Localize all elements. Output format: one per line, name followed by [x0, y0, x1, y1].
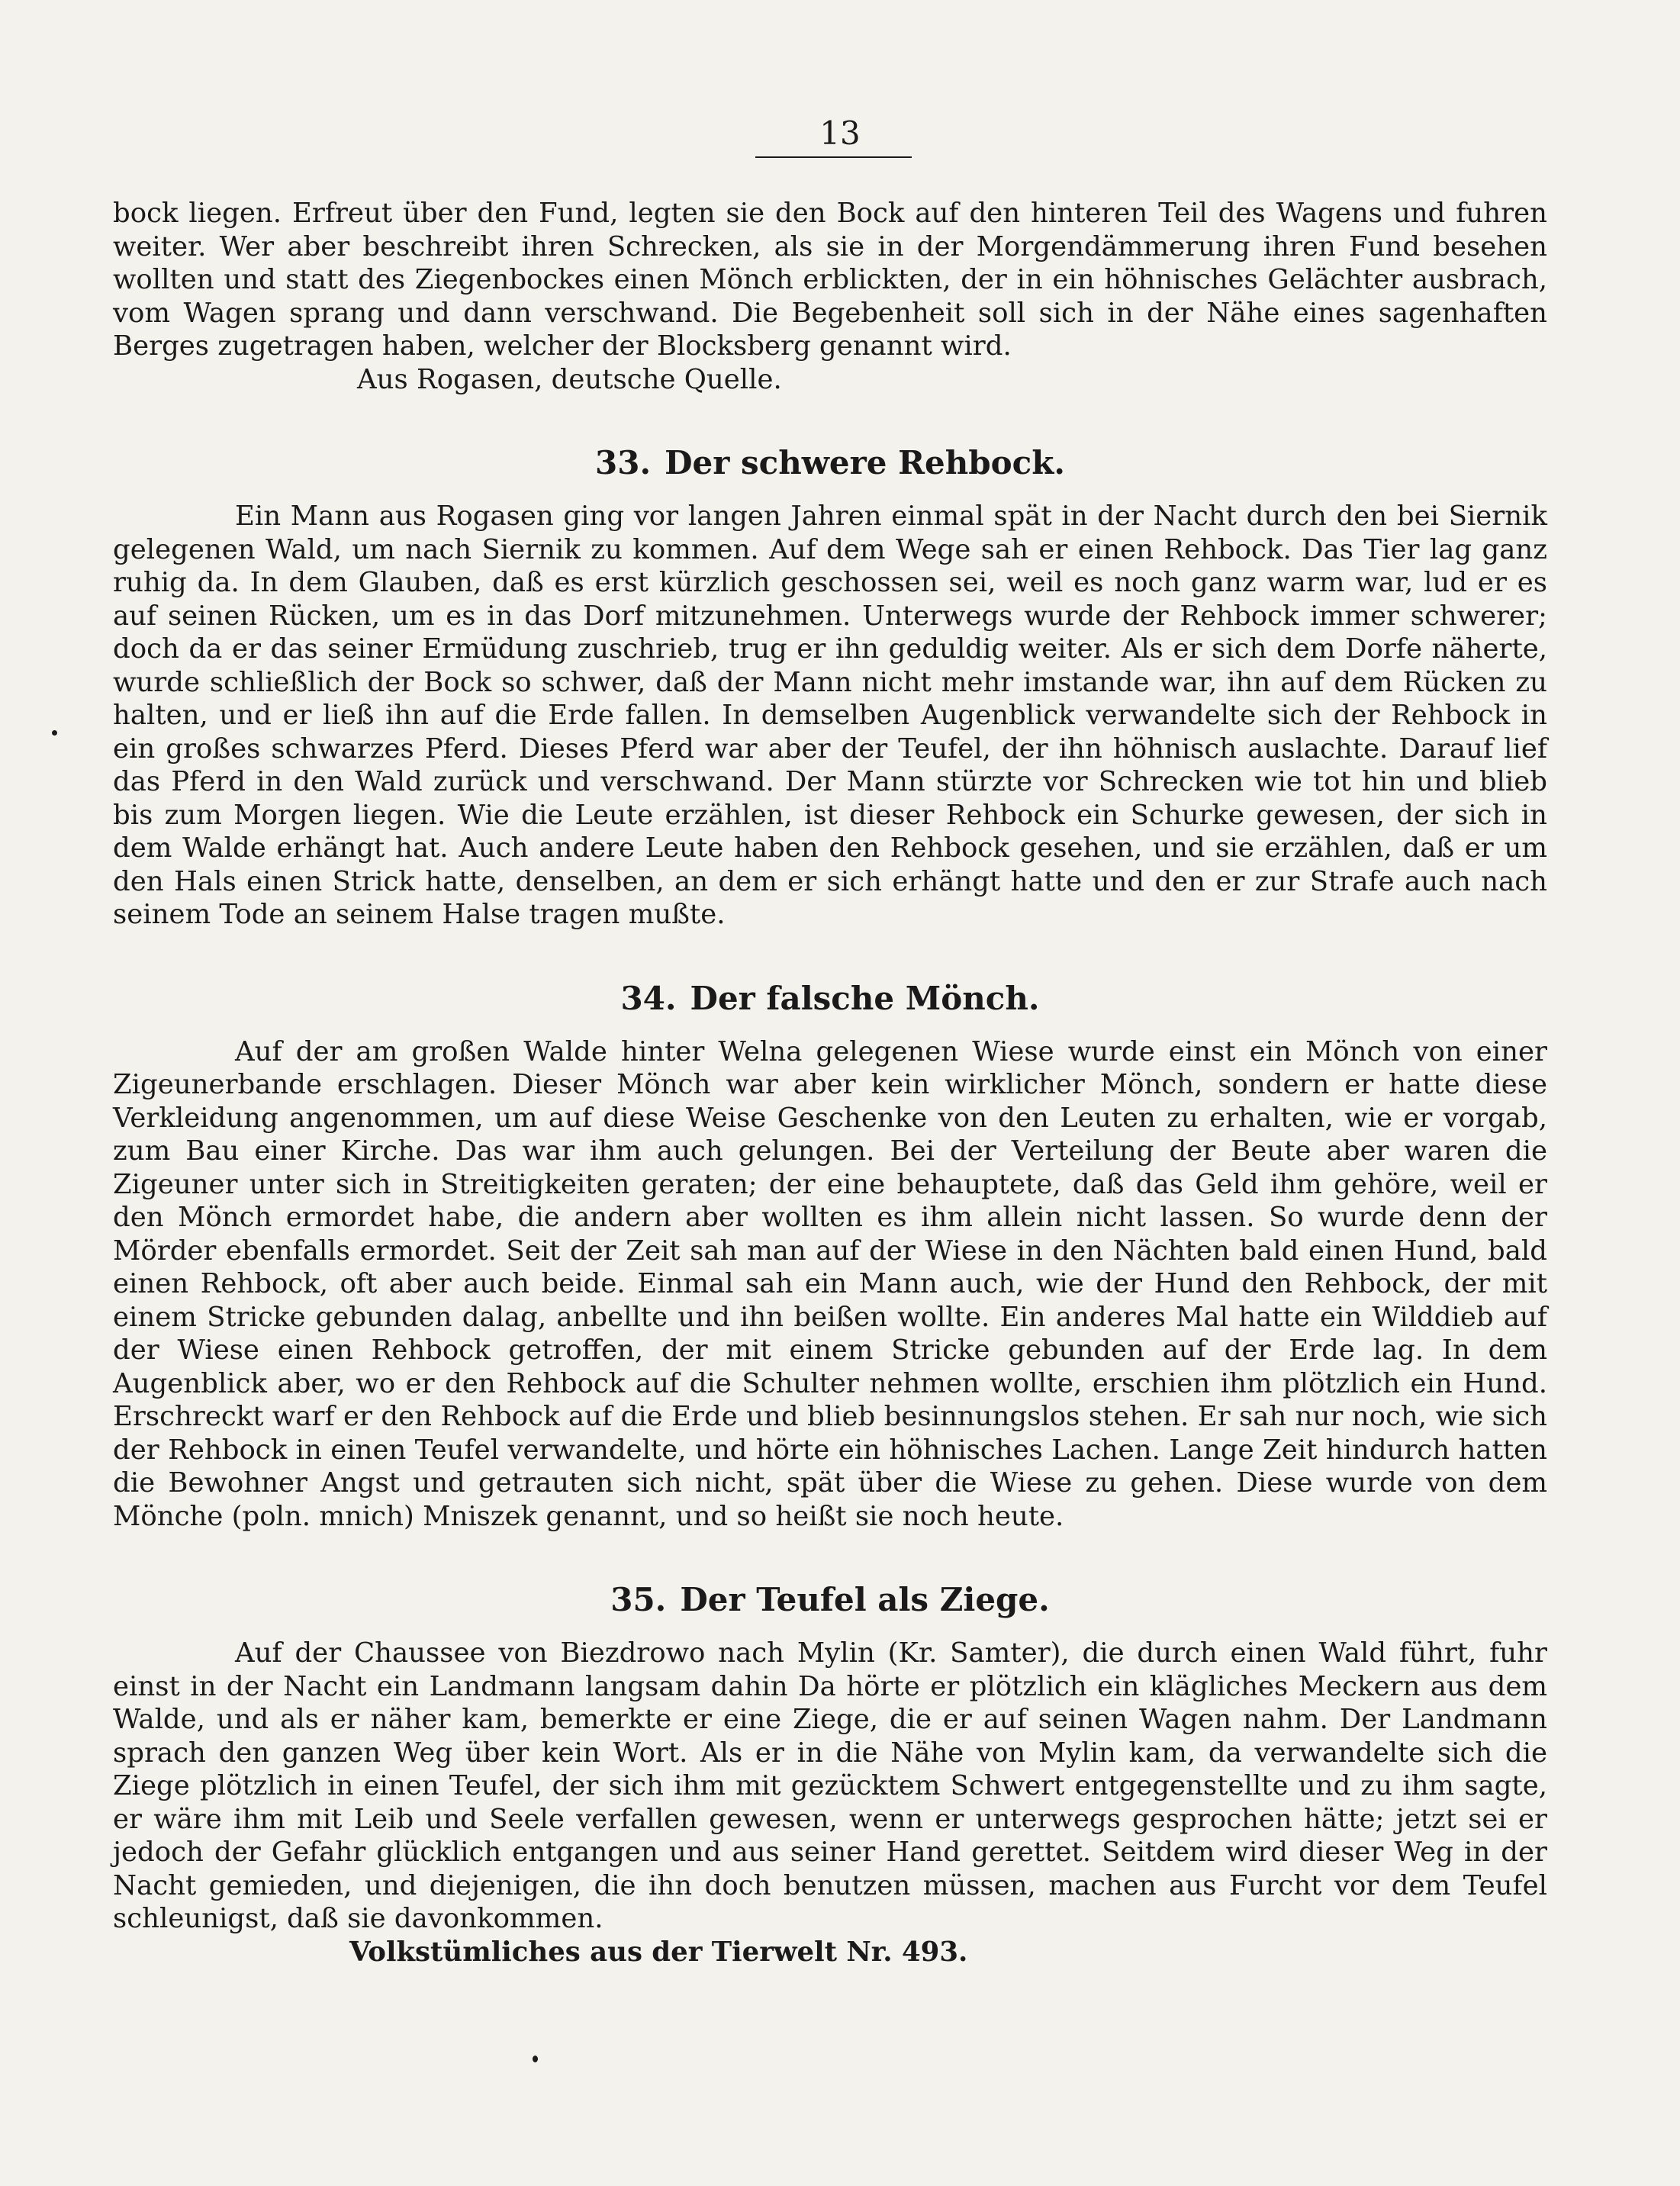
story-title-text: Der schwere Rehbock.	[665, 444, 1065, 481]
margin-speck	[52, 730, 57, 736]
story-35-paragraph: Auf der Chaussee von Biezdrowo nach Mylin (Kr. Samter), die durch einen Wald führt, fuhr einst in der Nacht ein Landmann langsam dahin Da hörte er plötzlich ein klägliches Meckern aus dem Walde, und als er näher kam, bemerkte er eine Ziege, die er auf seinen Wagen nahm. Der Landmann sprach den ganzen Weg über kein Wort. Als er in die Nähe von Mylin kam, da verwandelte sich die Ziege plötzlich in einen Teufel, der sich ihm mit gezücktem Schwert entgegenstellte und zu ihm sagte, er wäre ihm mit Leib und Seele verfallen gewesen, wenn er unterwegs gesprochen hätte; jetzt sei er jedoch der Gefahr glücklich entgangen und aus seiner Hand gerettet. Seitdem wird dieser Weg in der Nacht gemieden, und diejenigen, die ihn doch benutzen müssen, machen aus Furcht vor dem Teufel schleunigst, daß sie davonkommen.	[113, 1637, 1547, 1934]
continuation-paragraph: bock liegen. Erfreut über den Fund, legten sie den Bock auf den hinteren Teil des Wagens und fuhren weiter. Wer aber beschreibt ihren Schrecken, als sie in der Morgendämmerung ihren Fund besehen wollten und statt des Ziegenbockes einen Mönch erblickten, der in ein höhnisches Gelächter ausbrach, vom Wagen sprang und dann verschwand. Die Begebenheit soll sich in der Nähe eines sagenhaften Berges zugetragen haben, welcher der Blocksberg genannt wird.	[113, 198, 1547, 362]
story-33-title	[113, 440, 1547, 486]
story-35-title	[113, 1577, 1547, 1623]
page-number: 13	[819, 114, 861, 152]
story-title-text: Der falsche Mönch.	[690, 979, 1040, 1017]
header-rule	[755, 156, 912, 158]
continuation-source: Aus Rogasen, deutsche Quelle.	[357, 363, 782, 395]
story-number: 33.	[595, 444, 652, 481]
story-33-paragraph: Ein Mann aus Rogasen ging vor langen Jahren einmal spät in der Nacht durch den bei Siernik gelegenen Wald, um nach Siernik zu kommen. Auf dem Wege sah er einen Rehbock. Das Tier lag ganz ruhig da. In dem Glauben, daß es erst kürzlich geschossen sei, weil es noch ganz warm war, lud er es auf seinen Rücken, um es in das Dorf mitzunehmen. Unterwegs wurde der Rehbock immer schwerer; doch da er das seiner Ermüdung zuschrieb, trug er ihn geduldig weiter. Als er sich dem Dorfe näherte, wurde schließlich der Bock so schwer, daß der Mann nicht mehr imstande war, ihn auf dem Rücken zu halten, und er ließ ihn auf die Erde fallen. In demselben Augenblick verwandelte sich der Rehbock in ein großes schwarzes Pferd. Dieses Pferd war aber der Teufel, der ihn höhnisch auslachte. Darauf lief das Pferd in den Wald zurück und verschwand. Der Mann stürzte vor Schrecken wie tot hin und blieb bis zum Morgen liegen. Wie die Leute erzählen, ist dieser Rehbock ein Schurke gewesen, der sich in dem Walde erhängt hat. Auch andere Leute haben den Rehbock gesehen, und sie erzählen, daß er um den Hals einen Strick hatte, denselben, an dem er sich erhängt hatte und den er zur Strafe auch nach seinem Tode an seinem Halse tragen mußte.	[113, 501, 1547, 930]
story-title-text: Der Teufel als Ziege.	[680, 1581, 1050, 1618]
story-35-source: Volkstümliches aus der Tierwelt Nr. 493.	[349, 1936, 968, 1968]
story-34-title	[113, 976, 1547, 1022]
page-body	[113, 197, 1547, 1969]
story-34-paragraph: Auf der am großen Walde hinter Welna gelegenen Wiese wurde einst ein Mönch von einer Zigeunerbande erschlagen. Dieser Mönch war aber kein wirklicher Mönch, sondern er hatte diese Verkleidung angenommen, um auf diese Weise Geschenke von den Leuten zu erhalten, wie er vorgab, zum Bau einer Kirche. Das war ihm auch gelungen. Bei der Verteilung der Beute aber waren die Zigeuner unter sich in Streitigkeiten geraten; der eine behauptete, daß das Geld ihm gehöre, weil er den Mönch ermordet habe, die andern aber wollten es ihm allein nicht lassen. So wurde denn der Mörder ebenfalls ermordet. Seit der Zeit sah man auf der Wiese in den Nächten bald einen Hund, bald einen Rehbock, oft aber auch beide. Einmal sah ein Mann auch, wie der Hund den Rehbock, der mit einem Stricke gebunden dalag, anbellte und ihn beißen wollte. Ein anderes Mal hatte ein Wilddieb auf der Wiese einen Rehbock getroffen, der mit einem Stricke gebunden auf der Erde lag. In dem Augenblick aber, wo er den Rehbock auf die Schulter nehmen wollte, erschien ihm plötzlich ein Hund. Erschreckt warf er den Rehbock auf die Erde und blieb besinnungslos stehen. Er sah nur noch, wie sich der Rehbock in einen Teufel verwandelte, und hörte ein höhnisches Lachen. Lange Zeit hindurch hatten die Bewohner Angst und getrauten sich nicht, spät über die Wiese zu gehen. Diese wurde von dem Mönche (poln. mnich) Mniszek genannt, und so heißt sie noch heute.	[113, 1035, 1547, 1532]
story-number: 35.	[610, 1581, 667, 1618]
end-mark	[533, 2056, 538, 2062]
story-number: 34.	[620, 979, 677, 1017]
